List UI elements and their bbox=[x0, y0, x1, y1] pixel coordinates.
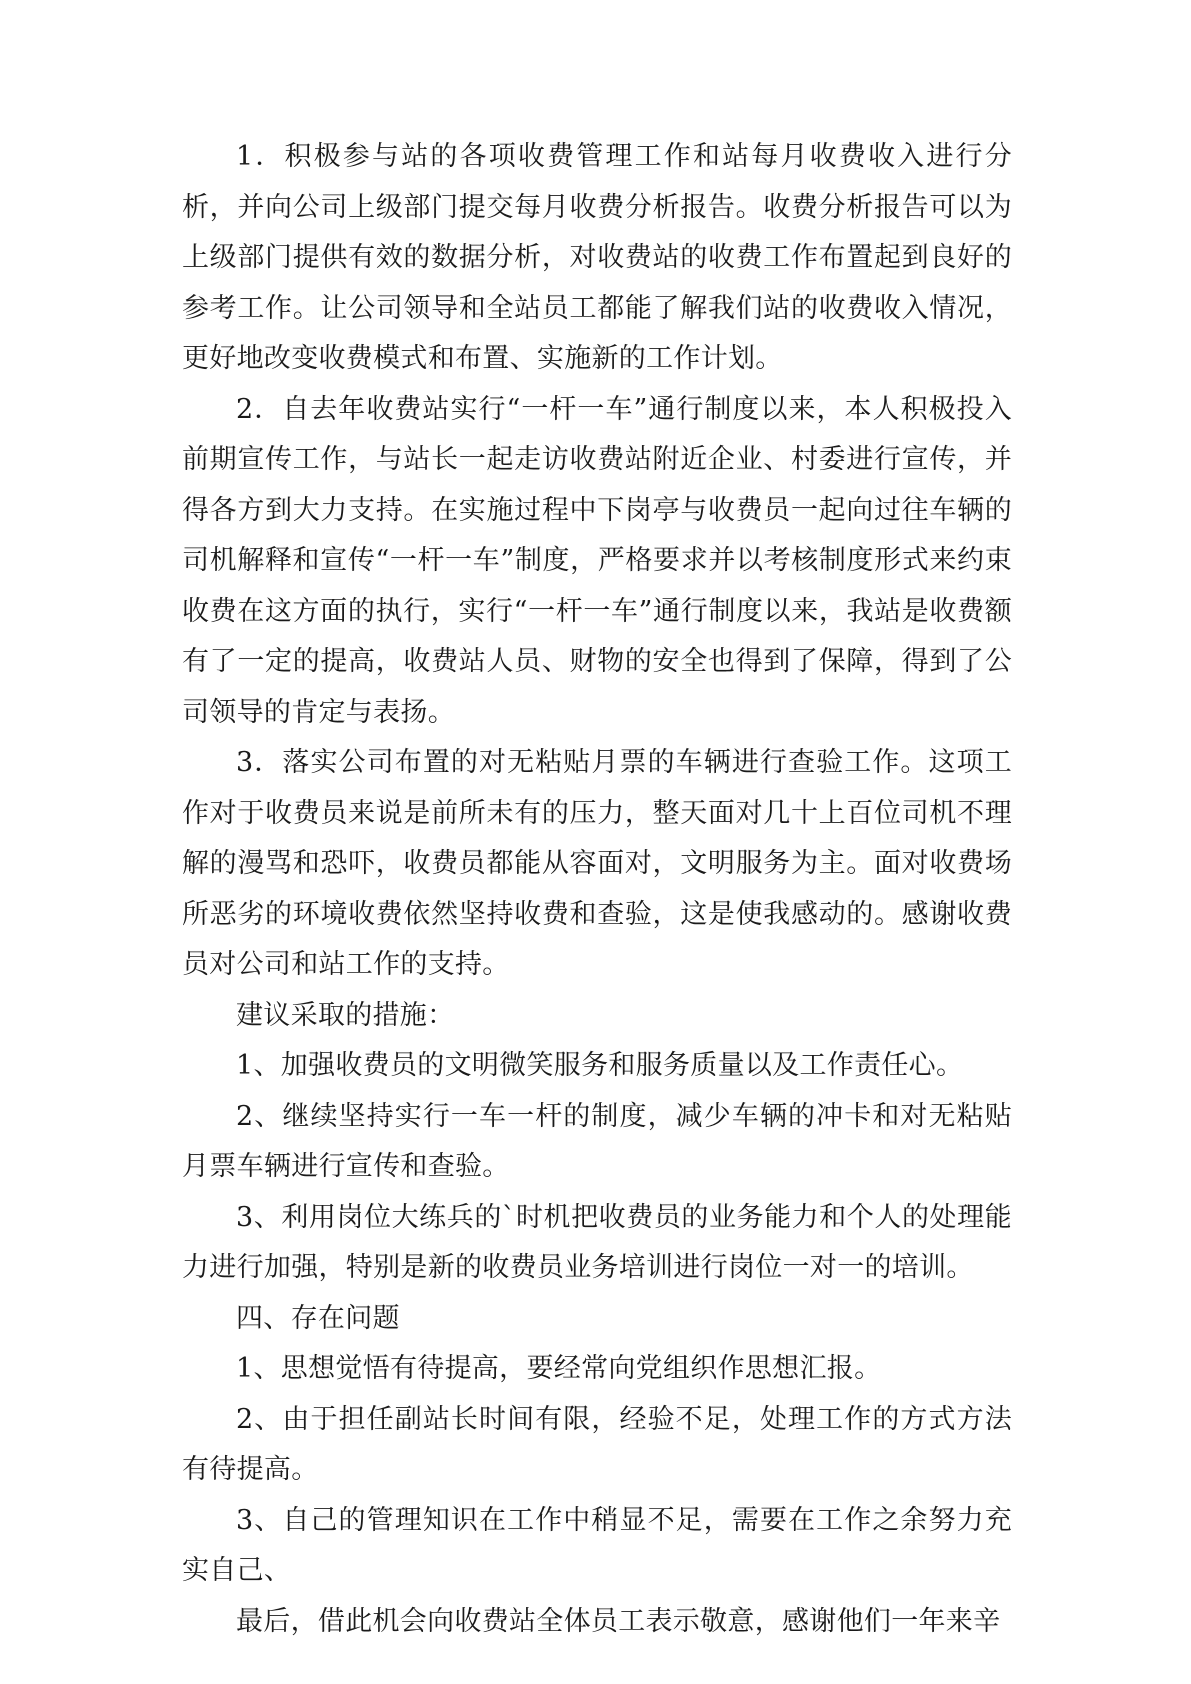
paragraph-item-2: 2．自去年收费站实行“一杆一车”通行制度以来，本人积极投入前期宣传工作，与站长一起走访收费站附近企业、村委进行宣传，并得各方到大力支持。在实施过程中下岗亭与收费员一起向过往车辆的司机解释和宣传“一杆一车”制度，严格要求并以考核制度形式来约束收费在这方面的执行，实行“一杆一车”通行制度以来，我站是收费额有了一定的提高，收费站人员、财物的安全也得到了保障，得到了公司领导的肯定与表扬。 bbox=[182, 393, 1012, 728]
closing-paragraph: 最后，借此机会向收费站全体员工表示敬意，感谢他们一年来辛 bbox=[236, 1605, 1001, 1637]
suggestion-item-1: 1、加强收费员的文明微笑服务和服务质量以及工作责任心。 bbox=[236, 1050, 964, 1081]
suggestions-heading: 建议采取的措施： bbox=[236, 999, 455, 1031]
paragraph-item-1: 1．积极参与站的各项收费管理工作和站每月收费收入进行分析，并向公司上级部门提交每月收费分析报告。收费分析报告可以为上级部门提供有效的数据分析，对收费站的收费工作布置起到良好的参考工作。让公司领导和全站员工都能了解我们站的收费收入情况，更好地改变收费模式和布置、实施新的工作计划。 bbox=[182, 141, 1012, 374]
problem-item-1: 1、思想觉悟有待提高，要经常向党组织作思想汇报。 bbox=[236, 1353, 882, 1384]
problem-item-2: 2、由于担任副站长时间有限，经验不足，处理工作的方式方法有待提高。 bbox=[182, 1403, 1012, 1485]
suggestion-item-2: 2、继续坚持实行一车一杆的制度，减少车辆的冲卡和对无粘贴月票车辆进行宣传和查验。 bbox=[182, 1100, 1012, 1182]
paragraph-item-3: 3．落实公司布置的对无粘贴月票的车辆进行查验工作。这项工作对于收费员来说是前所未有的压力，整天面对几十上百位司机不理解的漫骂和恐吓，收费员都能从容面对，文明服务为主。面对收费场所恶劣的环境收费依然坚持收费和查验，这是使我感动的。感谢收费员对公司和站工作的支持。 bbox=[182, 747, 1012, 980]
suggestion-item-3: 3、利用岗位大练兵的`时机把收费员的业务能力和个人的处理能力进行加强，特别是新的收费员业务培训进行岗位一对一的培训。 bbox=[182, 1201, 1012, 1283]
problem-item-3: 3、自己的管理知识在工作中稍显不足，需要在工作之余努力充实自己、 bbox=[182, 1504, 1012, 1586]
section-heading-problems: 四、存在问题 bbox=[236, 1302, 400, 1334]
document-body bbox=[182, 132, 1012, 1647]
